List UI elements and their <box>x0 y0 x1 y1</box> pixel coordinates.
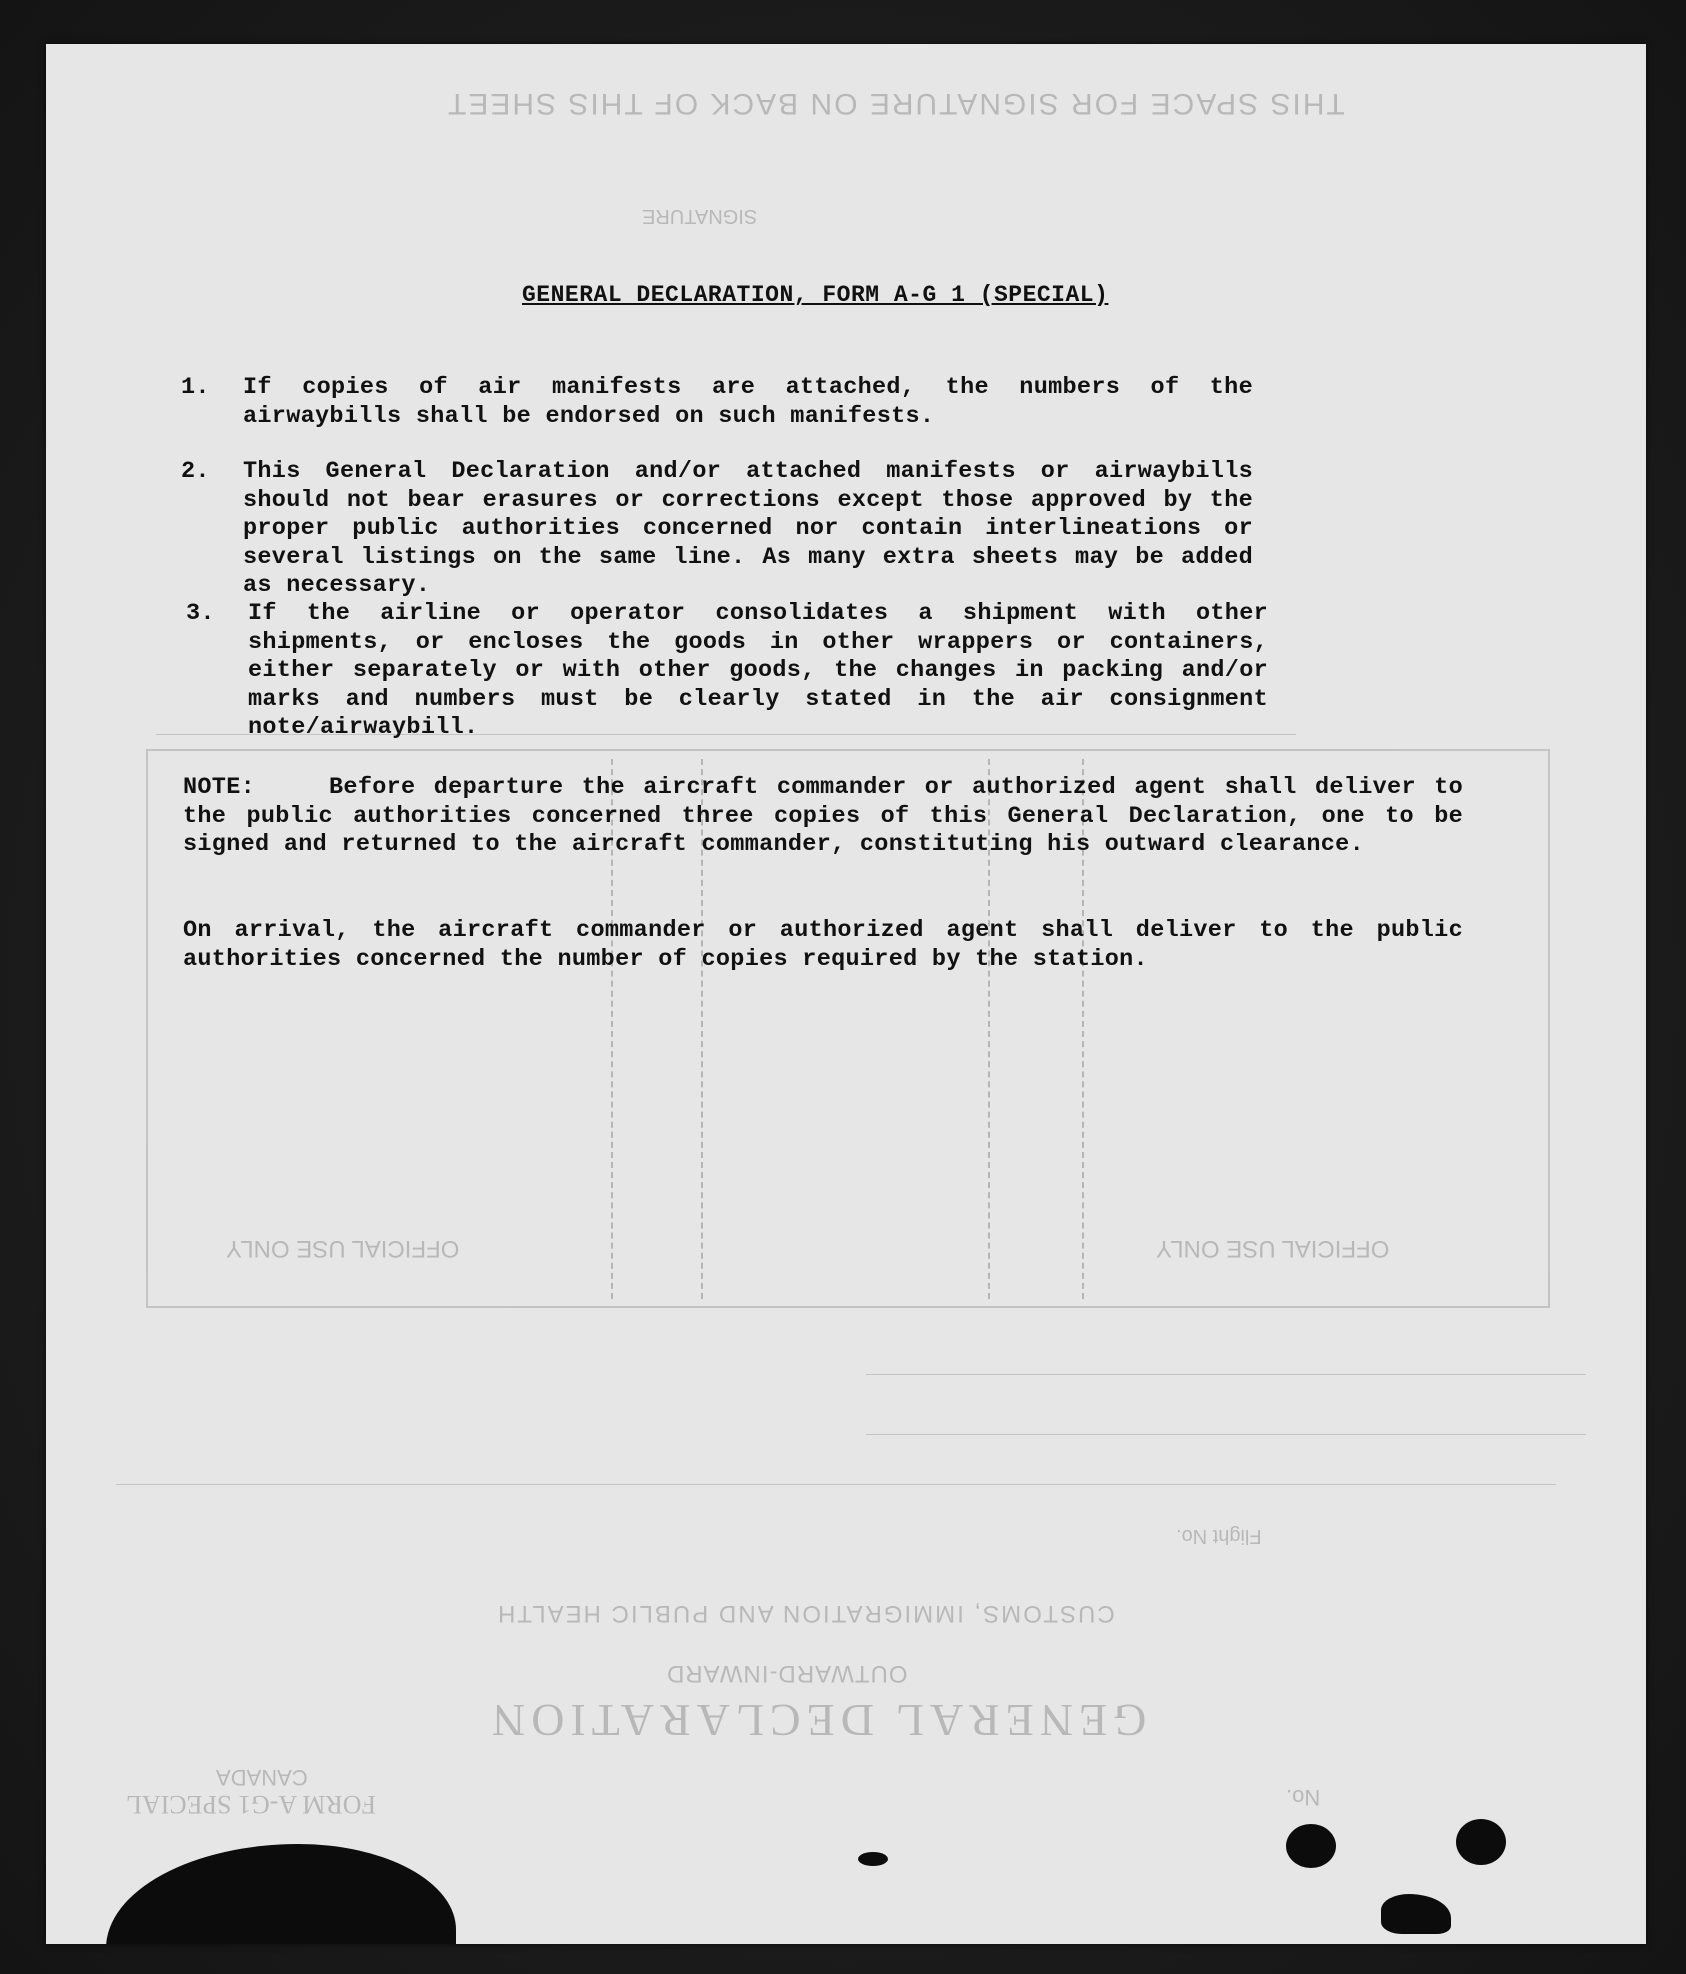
page-title <box>522 282 1108 308</box>
instruction-number: 2. <box>181 458 210 485</box>
instruction-item-2 <box>181 458 1281 599</box>
instruction-number: 1. <box>181 374 210 401</box>
ink-blot <box>1456 1819 1506 1865</box>
instruction-item-1 <box>181 374 1281 434</box>
ghost-rule <box>116 1484 1556 1485</box>
ghost-country: CANADA <box>216 1765 308 1790</box>
ink-blot <box>1286 1824 1336 1868</box>
document-sheet <box>46 44 1646 1944</box>
ghost-heading: GENERAL DECLARATION <box>486 1695 1147 1746</box>
ghost-official-use-right: OFFICIAL USE ONLY <box>1156 1235 1390 1262</box>
instruction-item-3 <box>186 600 1296 741</box>
ink-blot <box>1381 1894 1451 1934</box>
ghost-agency: CUSTOMS, IMMIGRATION AND PUBLIC HEALTH <box>496 1600 1115 1627</box>
ink-blot <box>858 1852 888 1866</box>
instruction-text: This General Declaration and/or attached manifests or airwaybills should not bear erasures or corrections except those approved by the proper public authorities concerned nor contain interlineations or several listings on the same line. As many extra sheets may be added as necessary. <box>243 458 1253 599</box>
ink-blot <box>106 1844 456 1944</box>
note-label: NOTE: <box>183 774 256 801</box>
note-text: Before departure the aircraft commander or authorized agent shall deliver to the public authorities concerned three copies of this General Declaration, one to be signed and returned to the aircraft commander, constituting his outward clearance. <box>183 774 1463 858</box>
arrival-paragraph <box>183 917 1463 974</box>
ghost-signature-label: SIGNATURE <box>642 205 758 227</box>
ghost-rule <box>866 1434 1586 1435</box>
instruction-text: If copies of air manifests are attached, the numbers of the airwaybills shall be endorsed on such manifests. <box>243 374 1253 430</box>
ghost-rule <box>866 1374 1586 1375</box>
ghost-form-label: FORM A-G1 SPECIAL <box>126 1790 376 1819</box>
instruction-number: 3. <box>186 600 215 627</box>
show-through-layer <box>46 44 1646 1944</box>
ghost-flight-label: Flight No. <box>1176 1525 1262 1547</box>
ghost-sign-header: THIS SPACE FOR SIGNATURE ON BACK OF THIS SHEET <box>446 87 1345 120</box>
arrival-text: On arrival, the aircraft commander or authorized agent shall deliver to the public authorities concerned the number of copies required by the station. <box>183 917 1463 973</box>
page-title-text: GENERAL DECLARATION, FORM A-G 1 (SPECIAL) <box>522 282 1109 308</box>
ghost-official-use-left: OFFICIAL USE ONLY <box>226 1235 460 1262</box>
ghost-subheading: OUTWARD-INWARD <box>666 1660 908 1687</box>
instruction-text: If the airline or operator consolidates a shipment with other shipments, or encloses the goods in other wrappers or containers, either separately or with other goods, the changes in packing and/or marks and numbers must be clearly stated in the air consignment note/airwaybill. <box>248 600 1268 741</box>
note-paragraph <box>183 774 1463 860</box>
ghost-no-label: No. <box>1286 1785 1321 1810</box>
